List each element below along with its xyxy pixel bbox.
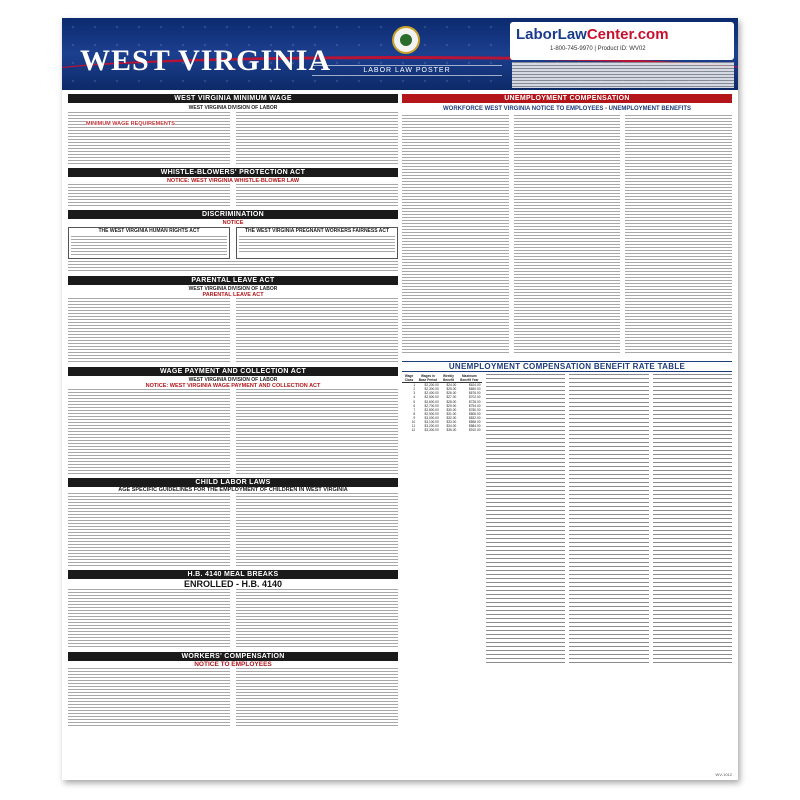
discrimination-bar: DISCRIMINATION bbox=[68, 210, 398, 219]
right-column bbox=[402, 94, 732, 664]
table-cell: $728.00 bbox=[468, 399, 481, 404]
table-cell: $34.00 bbox=[446, 424, 457, 429]
table-cell: $30.00 bbox=[446, 407, 457, 412]
wage-payment-agency: WEST VIRGINIA DIVISION OF LABOR bbox=[188, 377, 278, 383]
table-cell: $28.00 bbox=[446, 399, 457, 404]
brand-name-b: Center.com bbox=[586, 26, 669, 43]
table-cell: $780.00 bbox=[468, 407, 481, 412]
unemployment-section bbox=[402, 94, 732, 355]
poster-header bbox=[62, 18, 738, 90]
minimum-wage-bar: WEST VIRGINIA MINIMUM WAGE bbox=[68, 94, 398, 103]
table-cell: $2,200.00 bbox=[424, 383, 439, 388]
table-cell: $32.00 bbox=[446, 415, 457, 420]
child-labor-section bbox=[68, 478, 398, 567]
state-seal-icon bbox=[392, 26, 420, 54]
table-cell: $3,100.00 bbox=[424, 420, 439, 425]
table-cell: 5 bbox=[413, 399, 416, 404]
table-cell: $650.00 bbox=[468, 387, 481, 392]
table-cell: $31.00 bbox=[446, 411, 457, 416]
table-cell: $832.00 bbox=[468, 415, 481, 420]
table-cell: 9 bbox=[413, 415, 416, 420]
table-cell: $806.00 bbox=[468, 411, 481, 416]
wage-payment-bar: WAGE PAYMENT AND COLLECTION ACT bbox=[68, 367, 398, 376]
table-cell: $3,300.00 bbox=[424, 428, 439, 433]
table-cell: $2,800.00 bbox=[424, 407, 439, 412]
parental-leave-section bbox=[68, 276, 398, 364]
table-cell: $24.00 bbox=[446, 383, 457, 388]
minimum-wage-section bbox=[68, 94, 398, 164]
table-cell: $26.00 bbox=[446, 391, 457, 396]
parental-leave-heading: PARENTAL LEAVE ACT bbox=[202, 292, 264, 298]
table-cell: $3,000.00 bbox=[424, 415, 439, 420]
minimum-wage-agency: WEST VIRGINIA DIVISION OF LABOR bbox=[188, 105, 278, 111]
human-rights-act-title: THE WEST VIRGINIA HUMAN RIGHTS ACT bbox=[98, 228, 200, 234]
table-cell: $910.00 bbox=[468, 428, 481, 433]
table-cell: 10 bbox=[411, 420, 416, 425]
brand-phone: 1-800-745-9970 | Product ID: WV02 bbox=[550, 46, 646, 52]
workers-comp-heading: NOTICE TO EMPLOYEES bbox=[194, 661, 272, 668]
unemployment-heading: WORKFORCE WEST VIRGINIA NOTICE TO EMPLOYEES - UNEMPLOYMENT BENEFITS bbox=[442, 106, 691, 112]
table-cell: $702.00 bbox=[468, 395, 481, 400]
table-cell: 3 bbox=[413, 391, 416, 396]
table-header: Maximum Benefit Year bbox=[457, 374, 481, 383]
table-cell: $858.00 bbox=[468, 420, 481, 425]
table-cell: $2,700.00 bbox=[424, 403, 439, 408]
brand-name-a: LaborLaw bbox=[516, 26, 587, 43]
workers-comp-section bbox=[68, 652, 398, 726]
workers-comp-bar: WORKERS' COMPENSATION bbox=[68, 652, 398, 661]
left-column bbox=[68, 94, 398, 726]
table-cell: $29.00 bbox=[446, 403, 457, 408]
meal-breaks-section bbox=[68, 570, 398, 649]
pregnant-workers-act-title: THE WEST VIRGINIA PREGNANT WORKERS FAIRNESS ACT bbox=[244, 228, 390, 234]
table-cell: $2,400.00 bbox=[424, 391, 439, 396]
child-labor-heading: AGE SPECIFIC GUIDELINES FOR THE EMPLOYMENT OF CHILDREN IN WEST VIRGINIA bbox=[118, 487, 348, 493]
whistle-blower-section bbox=[68, 168, 398, 206]
table-cell: 6 bbox=[413, 403, 416, 408]
table-cell: $754.00 bbox=[468, 403, 481, 408]
poster-id: WV-1012 bbox=[715, 772, 732, 777]
table-header: Wage Class bbox=[402, 374, 416, 383]
table-row bbox=[402, 428, 482, 432]
labor-law-poster bbox=[62, 18, 738, 780]
table-cell: $2,500.00 bbox=[424, 395, 439, 400]
table-cell: $3,200.00 bbox=[424, 424, 439, 429]
brand-logo bbox=[510, 22, 734, 60]
table-cell: $884.00 bbox=[468, 424, 481, 429]
table-cell: 1 bbox=[413, 383, 416, 388]
child-labor-bar: CHILD LABOR LAWS bbox=[68, 478, 398, 487]
poster-subtitle: LABOR LAW POSTER bbox=[312, 65, 502, 76]
minimum-wage-heading: MINIMUM WAGE REQUIREMENTS bbox=[86, 121, 175, 127]
table-cell: $27.00 bbox=[446, 395, 457, 400]
table-cell: 11 bbox=[411, 424, 416, 429]
table-header: Weekly Benefit bbox=[440, 374, 458, 383]
table-cell: $624.00 bbox=[468, 383, 481, 388]
poster-title: WEST VIRGINIA bbox=[80, 44, 332, 77]
discrimination-section bbox=[68, 210, 398, 273]
table-cell: 12 bbox=[411, 428, 416, 433]
wage-payment-section bbox=[68, 367, 398, 475]
benefit-rate-table bbox=[402, 374, 482, 432]
discrimination-heading: NOTICE bbox=[222, 220, 244, 226]
wage-payment-heading: NOTICE: WEST VIRGINIA WAGE PAYMENT AND COLLECTION ACT bbox=[145, 383, 321, 389]
unemployment-bar: UNEMPLOYMENT COMPENSATION bbox=[402, 94, 732, 103]
whistle-blower-bar: WHISTLE-BLOWERS' PROTECTION ACT bbox=[68, 168, 398, 177]
table-cell: $2,900.00 bbox=[424, 411, 439, 416]
table-cell: $2,300.00 bbox=[424, 387, 439, 392]
table-cell: 8 bbox=[413, 411, 416, 416]
parental-leave-bar: PARENTAL LEAVE ACT bbox=[68, 276, 398, 285]
table-cell: $2,600.00 bbox=[424, 399, 439, 404]
table-cell: 7 bbox=[413, 407, 416, 412]
table-cell: $676.00 bbox=[468, 391, 481, 396]
table-cell: $25.00 bbox=[446, 387, 457, 392]
table-cell: 4 bbox=[413, 395, 416, 400]
brand-note bbox=[512, 62, 734, 88]
parental-leave-agency: WEST VIRGINIA DIVISION OF LABOR bbox=[188, 286, 278, 292]
whistle-blower-heading: NOTICE: WEST VIRGINIA WHISTLE-BLOWER LAW bbox=[166, 178, 300, 184]
table-cell: $35.00 bbox=[446, 428, 457, 433]
meal-breaks-heading: ENROLLED - H.B. 4140 bbox=[183, 579, 283, 589]
table-cell: 2 bbox=[413, 387, 416, 392]
benefit-table-bar: UNEMPLOYMENT COMPENSATION BENEFIT RATE TABLE bbox=[402, 361, 732, 372]
table-cell: $33.00 bbox=[446, 420, 457, 425]
benefit-table-section bbox=[402, 361, 732, 664]
table-header: Wages in Base Period bbox=[416, 374, 440, 383]
meal-breaks-bar: H.B. 4140 MEAL BREAKS bbox=[68, 570, 398, 579]
